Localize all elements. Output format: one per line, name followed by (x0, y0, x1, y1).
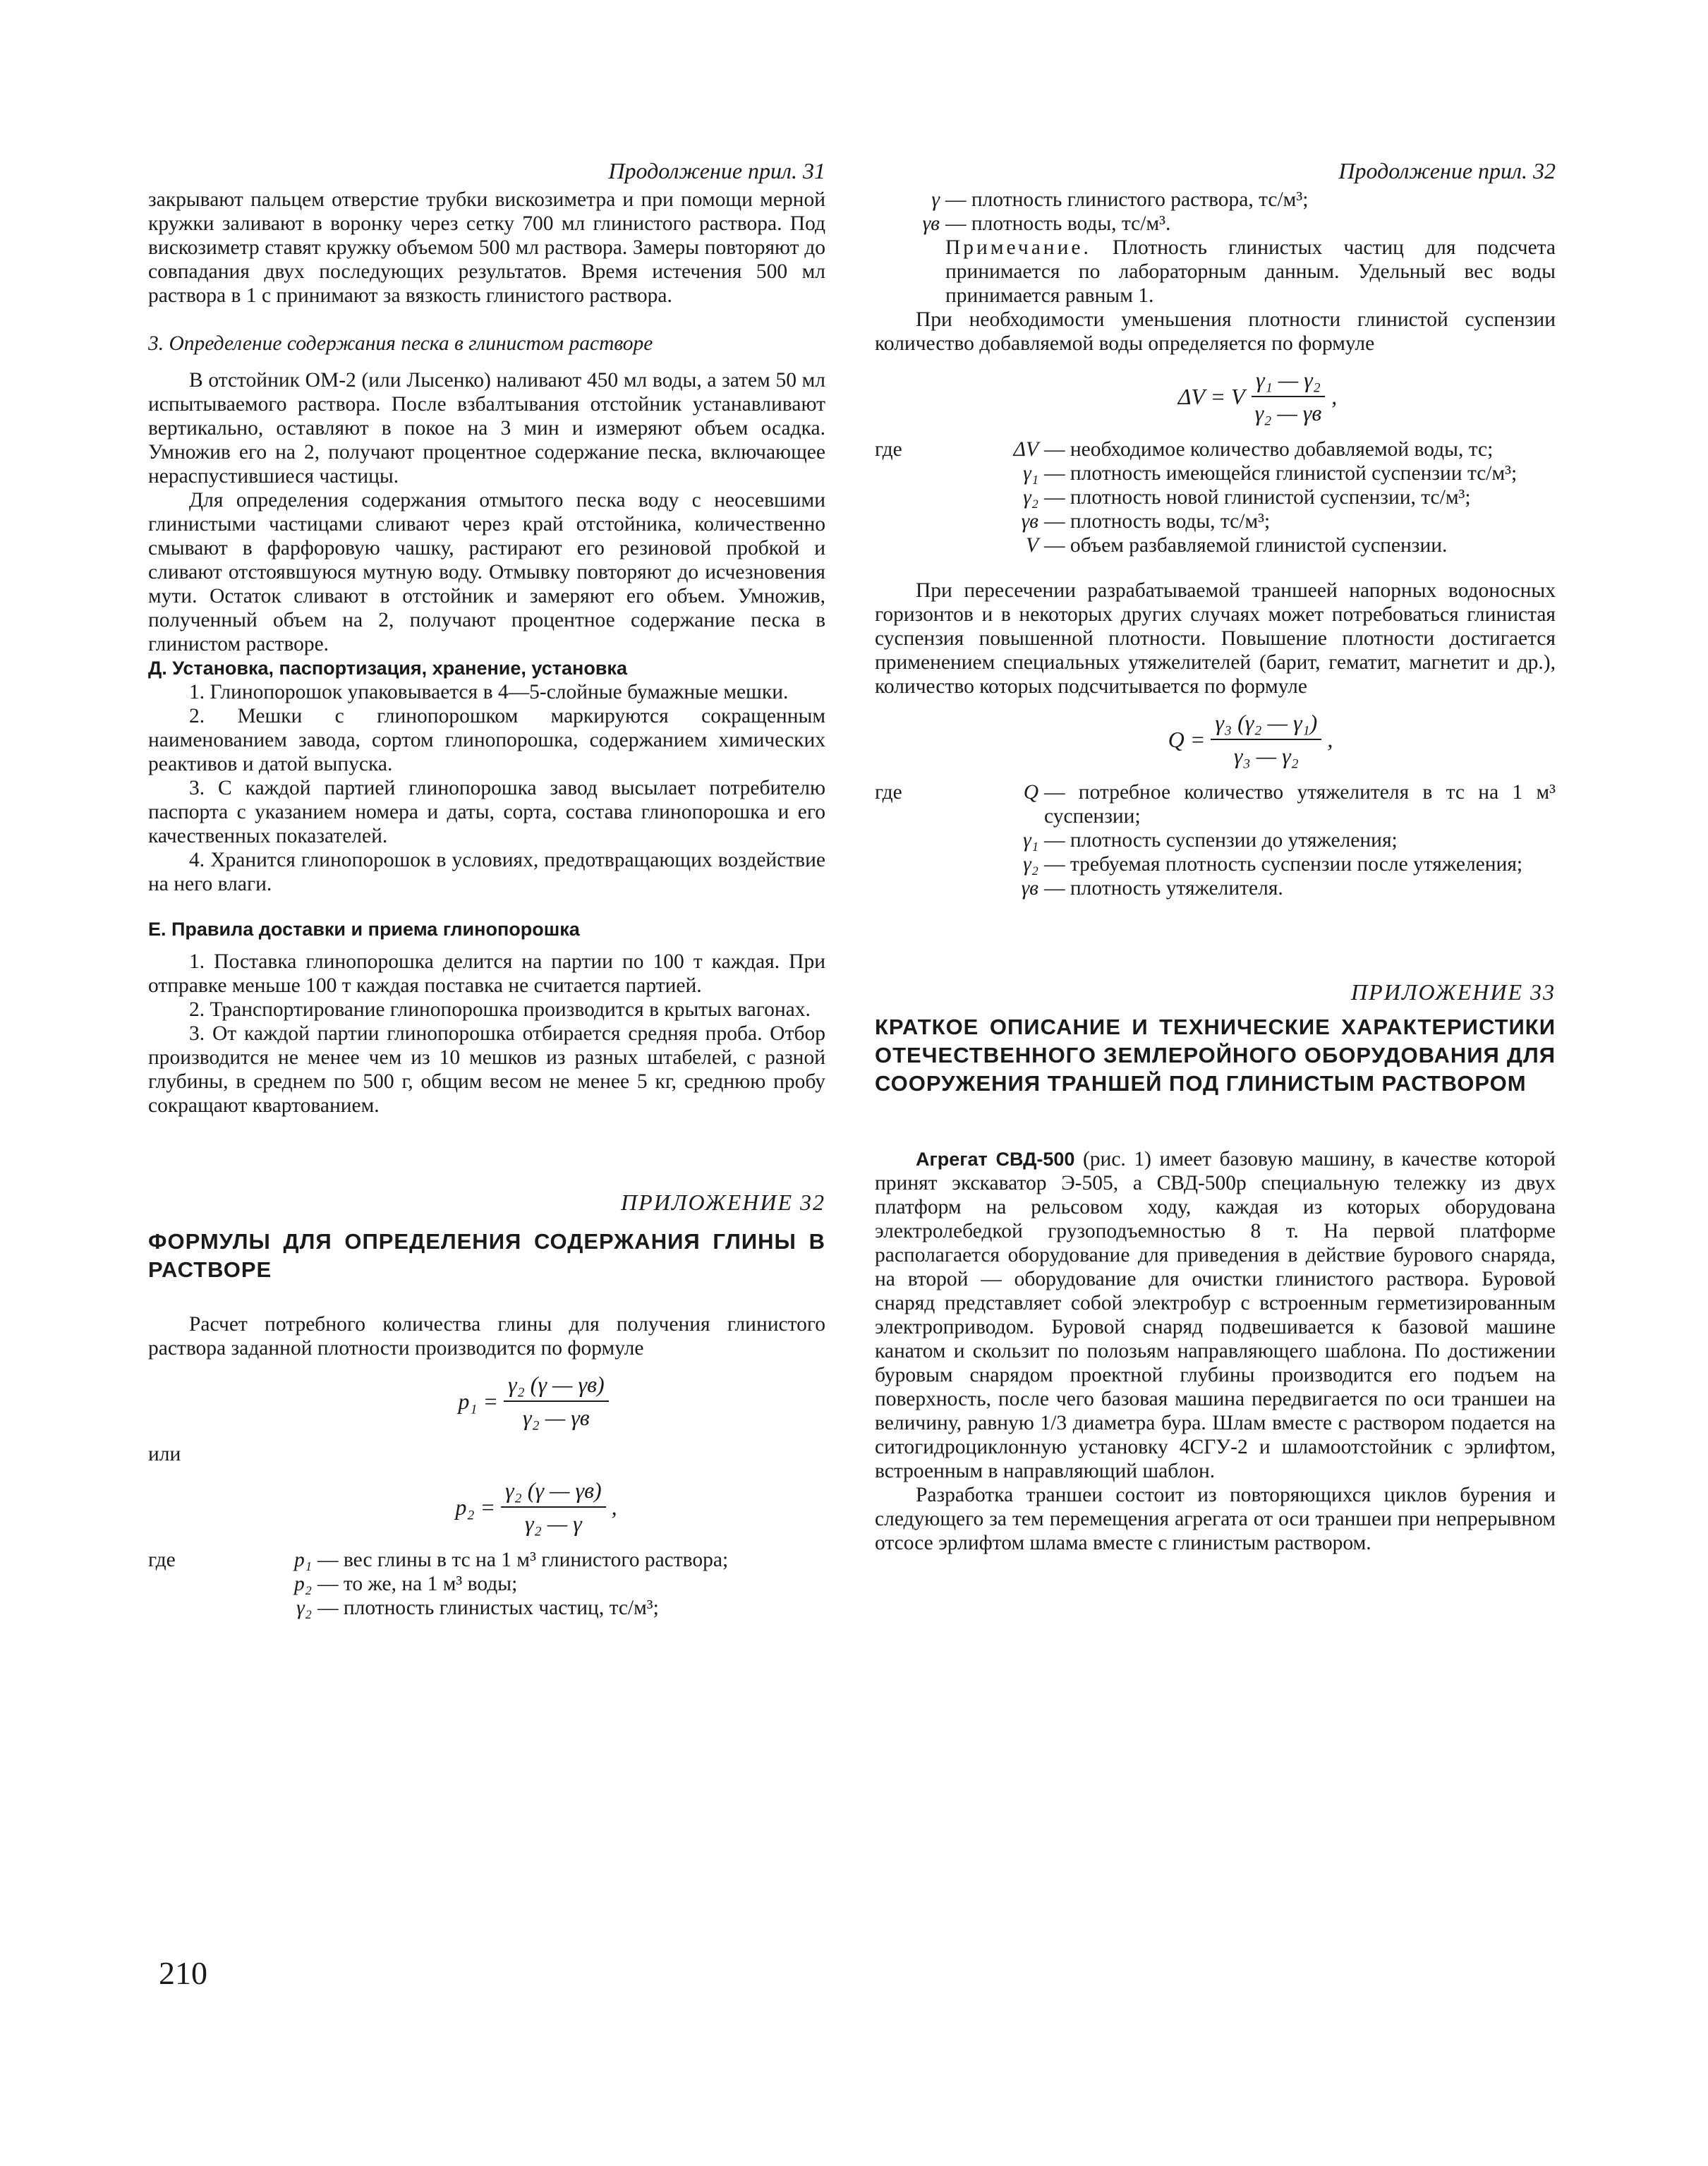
def-text: — вес глины в тс на 1 м³ глинистого раствора; (317, 1549, 729, 1571)
formula-dv (959, 367, 1556, 426)
appendix-32-title: ФОРМУЛЫ ДЛЯ ОПРЕДЕЛЕНИЯ СОДЕРЖАНИЯ ГЛИНЫ В РАСТВОРЕ (148, 1229, 825, 1282)
def-text: — плотность глинистых частиц, тс/м³; (317, 1597, 659, 1619)
paragraph: В отстойник ОМ-2 (или Лысенко) наливают 450 мл воды, а затем 50 мл испытываемого раствора. После взбалтывания отстойник устанавливают вертикально, оставляют в покое на 3 мин и измеряют объем осадка. Умножив его на 2, получают процентное содержание песка, включающее нераспустившиеся частицы. (148, 369, 825, 488)
page-number: 210 (159, 1955, 207, 1991)
formula-lhs: p₂ = (455, 1494, 496, 1520)
formula-q (945, 710, 1556, 769)
note-text: Плотность глинистых частиц для подсчета принимается по лабораторным данным. Удельный вес воды принимается равным 1. (945, 236, 1556, 307)
def-text: — объем разбавляемой глинистой суспензии. (1044, 534, 1448, 557)
formula-comma: , (1331, 383, 1338, 409)
def-symbol: γ₂ (296, 1597, 312, 1619)
list-item: 3. С каждой партией глинопорошка завод высылает потребителю паспорта с указанием номера и даты, сорта, состава глинопорошка и его качественных показателей. (148, 777, 825, 847)
def-symbol: V (1025, 534, 1038, 557)
def-text: — плотность новой глинистой суспензии, тс/м³; (1044, 486, 1471, 509)
list-item: 1. Поставка глинопорошка делится на партии по 100 т каждая. При отправке меньше 100 т каждая поставка не считается партией. (148, 950, 825, 997)
definitions-p (148, 1548, 825, 1620)
formula-comma: , (611, 1494, 617, 1520)
def-text: — потребное количество утяжелителя в тс на 1 м³ суспензии; (1044, 781, 1556, 828)
denominator: γ₂ — γв (523, 1405, 590, 1430)
fraction (1211, 710, 1321, 769)
def-text: — требуемая плотность суспензии после утяжеления; (1044, 853, 1523, 876)
note (875, 236, 1556, 308)
where-word: где (875, 781, 902, 804)
list-item: 1. Глинопорошок упаковывается в 4—5-слойные бумажные мешки. (189, 681, 789, 703)
definitions-q (875, 780, 1556, 900)
numerator: γ₃ (γ₂ — γ₁) (1211, 710, 1321, 740)
def-text: — плотность утяжелителя. (1044, 877, 1283, 900)
appendix-32-label: ПРИЛОЖЕНИЕ 32 (621, 1190, 825, 1215)
paragraph: При пересечении разрабатываемой траншеей напорных водоносных горизонтов и в некоторых других случаях может потребоваться глинистая суспензия повышенной плотности. Повышение плотности достигается применением специальных утяжелителей (барит, гематит, магнетит и др.), количество которых подсчитывается по формуле (875, 579, 1556, 698)
paragraph: Разработка траншеи состоит из повторяющихся циклов бурения и следующего за тем перемещения агрегата от оси траншеи при непрерывном отсосе эрлифтом шлама вместе с глинистым раствором. (875, 1484, 1556, 1554)
def-text: — плотность воды, тс/м³. (945, 212, 1171, 235)
definitions-dv (875, 437, 1556, 557)
numerator: γ₁ — γ₂ (1252, 367, 1325, 397)
formula-p1 (247, 1372, 825, 1431)
subheading-sand: 3. Определение содержания песка в глинистом растворе (148, 332, 653, 355)
numerator: γ₂ (γ — γв) (504, 1372, 609, 1402)
or-word: или (148, 1443, 181, 1465)
fraction (1251, 367, 1326, 426)
def-symbol: γ (931, 188, 940, 211)
where-word: где (148, 1549, 176, 1571)
denominator: γ₃ — γ₂ (1233, 743, 1299, 768)
list-item: 2. Транспортирование глинопорошка производится в крытых вагонах. (189, 998, 811, 1021)
def-symbol: p₂ (293, 1573, 312, 1595)
def-text: — плотность имеющейся глинистой суспензии тс/м³; (1044, 462, 1518, 485)
def-symbol: γ₂ (1023, 486, 1038, 509)
def-text: — плотность глинистого раствора, тс/м³; (945, 188, 1309, 211)
running-head-right: Продолжение прил. 32 (1338, 158, 1556, 183)
def-symbol: γ₂ (1023, 853, 1038, 876)
def-text: — плотность воды, тс/м³; (1044, 510, 1271, 533)
fraction (504, 1372, 609, 1431)
list-item: 3. От каждой партии глинопорошка отбирается средняя проба. Отбор производится не менее чем из 10 мешков из разных штабелей, с разной глубины, в среднем по 500 г, общим весом не менее 5 кг, среднюю пробу сокращают квартованием. (148, 1022, 825, 1117)
subheading-d: Д. Установка, паспортизация, хранение, установка (148, 658, 627, 679)
def-symbol: γв (922, 212, 940, 235)
note-label: Примечание. (945, 236, 1091, 259)
appendix-33-label: ПРИЛОЖЕНИЕ 33 (1351, 979, 1556, 1005)
fraction (501, 1477, 606, 1537)
paragraph: закрывают пальцем отверстие трубки вискозиметра и при помощи мерной кружки заливают в воронку через сетку 700 мл глинистого раствора. Под вискозиметр ставят кружку объемом 500 мл раствора. Замеры повторяют до совпадания двух последующих результатов. Время истечения 500 мл раствора в 1 с принимают за вязкость глинистого раствора. (148, 188, 825, 307)
def-symbol: γ₁ (1023, 462, 1038, 485)
denominator: γ₂ — γв (1254, 400, 1322, 425)
left-column (148, 157, 825, 1620)
def-text: — то же, на 1 м³ воды; (317, 1573, 518, 1595)
def-text: — необходимое количество добавляемой воды, тс; (1044, 438, 1494, 461)
def-symbol: γв (1021, 877, 1038, 900)
def-symbol: p₁ (293, 1549, 312, 1571)
def-text: — плотность суспензии до утяжеления; (1044, 829, 1398, 852)
paragraph: Для определения содержания отмытого песка воду с неосевшими глинистыми частицами сливают через край отстойника, количественно смывают в фарфоровую чашку, растирают его резиновой пробкой и сливают отстоявшуюся мутную воду. Отмывку повторяют до исчезновения мути. Остаток сливают в отстойник и замеряют его объем. Умножив, полученный объем на 2, получают процентное содержание песка в глинистом растворе. (148, 489, 825, 655)
numerator: γ₂ (γ — γв) (501, 1477, 606, 1508)
paragraph: При необходимости уменьшения плотности глинистой суспензии количество добавляемой воды определяется по формуле (875, 308, 1556, 355)
list-item: 2. Мешки с глинопорошком маркируются сокращенным наименованием завода, сортом глинопорошка, содержанием химических реактивов и датой выпуска. (148, 705, 825, 775)
lead-bold: Агрегат СВД-500 (916, 1149, 1075, 1170)
def-symbol: γ₁ (1023, 829, 1038, 852)
formula-lhs: Q = (1168, 726, 1206, 752)
right-column (875, 157, 1556, 1555)
subheading-e: Е. Правила доставки и приема глинопорошка (148, 919, 580, 940)
denominator: γ₂ — γ (524, 1511, 582, 1536)
formula-p2 (247, 1477, 825, 1537)
paragraph (875, 1147, 1556, 1483)
list-item: 4. Хранится глинопорошок в условиях, предотвращающих воздействие на него влаги. (148, 849, 825, 895)
formula-lhs: p₁ = (458, 1388, 499, 1414)
formula-comma: , (1327, 726, 1333, 752)
def-symbol: Q (1023, 781, 1038, 804)
running-head-left: Продолжение прил. 31 (608, 158, 825, 183)
def-symbol: γв (1021, 510, 1038, 533)
formula-lhs: ΔV = V (1177, 383, 1245, 409)
definitions-top (875, 188, 1556, 236)
def-symbol: ΔV (1013, 438, 1038, 461)
appendix-33-title: КРАТКОЕ ОПИСАНИЕ И ТЕХНИЧЕСКИЕ ХАРАКТЕРИСТИКИ ОТЕЧЕСТВЕННОГО ЗЕМЛЕРОЙНОГО ОБОРУДОВАНИЯ ДЛЯ СООРУЖЕНИЯ ТРАНШЕЙ ПОД ГЛИНИСТЫМ РАСТВОРОМ (875, 1015, 1556, 1096)
paragraph: Расчет потребного количества глины для получения глинистого раствора заданной плотности производится по формуле (148, 1313, 825, 1360)
paragraph-text: (рис. 1) имеет базовую машину, в качестве которой принят экскаватор Э-505, а СВД-500р специальную тележку из двух платформ на рельсовом ходу, каждая из которых оборудована электролебедкой грузоподъемностью 8 т. На первой платформе располагается оборудование для приведения в действие бурового снаряда, на второй — оборудование для очистки глинистого раствора. Буровой снаряд представляет собой электробур с встроенным герметизированным электроприводом. Буровой снаряд подвешивается к базовой машине канатом и скользит по полозьям направляющего шаблона. По достижении буровым снарядом проектной глубины производится его подъем на поверхность, после чего базовая машина передвигается по оси траншеи на величину, равную 1/3 диаметра бура. Шлам вместе с раствором подается на ситогидроциклонную установку 4СГУ-2 и шламоотстойник с эрлифтом, встроенным в направляющий шаблон. (875, 1148, 1556, 1482)
where-word: где (875, 438, 902, 461)
